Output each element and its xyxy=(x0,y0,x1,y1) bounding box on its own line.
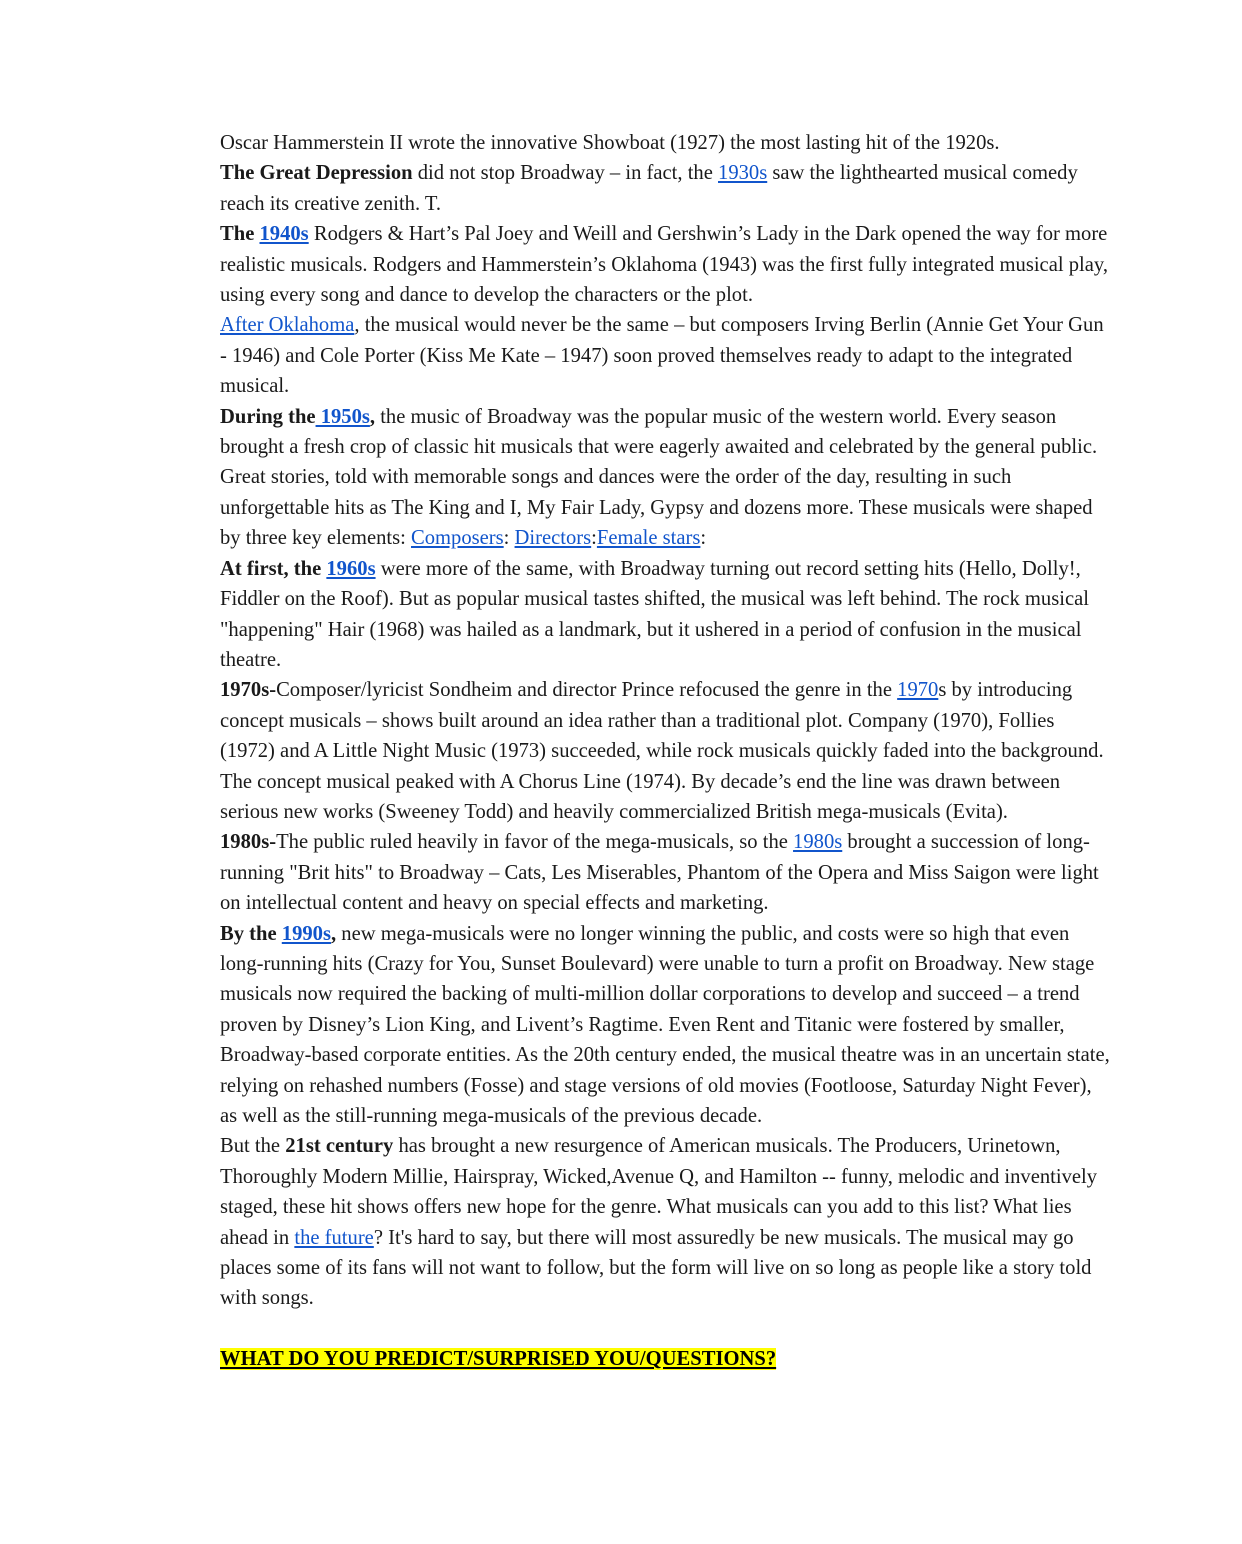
1990s-text: new mega-musicals were no longer winning the public, and costs were so high that even long-running hits (Crazy for You, Sunset Boulevard) were unable to turn a profit on Broadway. New stage musicals now required the backing of multi-million dollar corporations to develop and succeed – a trend proven by Disney’s Lion King, and Livent’s Ragtime. Even Rent and Titanic were fostered by smaller, Broadway-based corporate entities. As the 20th century ended, the musical theatre was in an uncertain state, relying on rehashed numbers (Fosse) and stage versions of old movies (Footloose, Saturday Night Fever), as well as the still-running mega-musicals of the previous decade. xyxy=(220,922,1110,1127)
21st-century-lead: But the xyxy=(220,1135,286,1158)
link-after-oklahoma[interactable]: After Oklahoma xyxy=(220,314,355,337)
1990s-heading xyxy=(220,923,336,945)
link-1960s[interactable]: 1960s xyxy=(326,557,376,580)
after-oklahoma-text: , the musical would never be the same – but composers Irving Berlin (Annie Get Your Gun - 1946) and Cole Porter (Kiss Me Kate – 1947) soon proved themselves ready to adapt to the integrated musical. xyxy=(220,314,1104,398)
link-composers[interactable]: Composers xyxy=(411,527,504,550)
1990s-heading-comma: , xyxy=(330,922,337,945)
1950s-heading-comma: , xyxy=(369,405,376,428)
paragraph-showboat xyxy=(220,128,1110,158)
paragraph-1940s xyxy=(220,219,1110,310)
1960s-text: were more of the same, with Broadway turning out record setting hits (Hello, Dolly!, Fiddler on the Roof). But as popular musical tastes shifted, the musical was left behind. The rock musical "happening" Hair (1968) was hailed as a landmark, but it ushered in a period of confusion in the musical theatre. xyxy=(220,557,1089,671)
paragraph-1960s xyxy=(220,554,1110,676)
paragraph-1980s xyxy=(220,827,1110,918)
link-1940s[interactable]: 1940s xyxy=(259,223,309,246)
1970s-text-a: Composer/lyricist Sondheim and director Prince refocused the genre in the xyxy=(276,679,898,702)
paragraph-1990s xyxy=(220,919,1110,1132)
link-1990s[interactable]: 1990s xyxy=(281,922,331,945)
showboat-text: Oscar Hammerstein II wrote the innovative Showboat (1927) the most lasting hit of the 1920s. xyxy=(220,132,1000,154)
1970s-text-b: s by introducing concept musicals – shows built around an idea rather than a traditional plot. Company (1970), Follies (1972) and A Little Night Music (1973) succeeded, while rock musicals quickly faded into the background. The concept musical peaked with A Chorus Line (1974). By decade’s end the line was drawn between serious new works (Sweeney Todd) and heavily commercialized British mega-musicals (Evita). xyxy=(220,679,1104,823)
1930s-text-b: saw the lighthearted musical comedy reach its creative zenith. T. xyxy=(220,162,1078,215)
1980s-heading: 1980s- xyxy=(220,831,277,854)
1990s-heading-text: By the xyxy=(220,922,282,945)
1950s-heading-text: During the xyxy=(220,405,316,428)
1980s-text-a: The public ruled heavily in favor of the mega-musicals, so the xyxy=(276,831,794,854)
paragraph-prompt xyxy=(220,1344,1110,1374)
1940s-heading-text: The xyxy=(220,223,260,246)
paragraph-1950s xyxy=(220,402,1110,554)
link-female-stars[interactable]: Female stars xyxy=(596,527,701,550)
1940s-text: Rodgers & Hart’s Pal Joey and Weill and Gershwin’s Lady in the Dark opened the way for more realistic musicals. Rodgers and Hammerstein’s Oklahoma (1943) was the first fully integrated musical play, using every song and dance to develop the characters or the plot. xyxy=(220,223,1108,307)
21st-century-heading: 21st century xyxy=(285,1135,394,1158)
document-body xyxy=(220,128,1110,1375)
link-1980s[interactable]: 1980s xyxy=(793,831,843,854)
paragraph-1930s xyxy=(220,158,1110,219)
1970s-heading: 1970s- xyxy=(220,679,277,702)
great-depression-heading: The Great Depression xyxy=(220,162,413,185)
1960s-heading-text: At first, the xyxy=(220,557,327,580)
1960s-heading xyxy=(220,558,376,580)
link-directors[interactable]: Directors xyxy=(514,527,592,550)
separator-2: : xyxy=(591,527,597,550)
1940s-heading xyxy=(220,223,309,245)
1930s-text-a: did not stop Broadway – in fact, the xyxy=(412,162,719,185)
paragraph-21st-century xyxy=(220,1131,1110,1313)
link-1930s[interactable]: 1930s xyxy=(718,162,768,185)
link-the-future[interactable]: the future xyxy=(294,1226,374,1249)
1980s-text-b: brought a succession of long-running "Brit hits" to Broadway – Cats, Les Miserables, Phantom of the Opera and Miss Saigon were light on intellectual content and heavy on special effects and marketing. xyxy=(220,831,1099,915)
separator-3: : xyxy=(700,527,707,550)
separator-1: : xyxy=(503,527,515,550)
link-1950s[interactable]: 1950s xyxy=(315,405,370,428)
highlighted-prompt: WHAT DO YOU PREDICT/SURPRISED YOU/QUESTIONS? xyxy=(220,1348,777,1371)
link-1970s[interactable]: 1970 xyxy=(897,679,939,702)
1950s-heading xyxy=(220,406,375,428)
21st-century-text-a: has brought a new resurgence of American musicals. The Producers, Urinetown, Thoroughly Modern Millie, Hairspray, Wicked,Avenue Q, and Hamilton -- funny, melodic and inventively staged, these hit shows offers new hope for the genre. What musicals can you add to this list? What lies ahead in xyxy=(220,1135,1098,1249)
blank-line xyxy=(220,1314,1110,1344)
paragraph-1970s xyxy=(220,675,1110,827)
1950s-text: the music of Broadway was the popular music of the western world. Every season brought a fresh crop of classic hit musicals that were eagerly awaited and celebrated by the general public. Great stories, told with memorable songs and dances were the order of the day, resulting in such unforgettable hits as The King and I, My Fair Lady, Gypsy and dozens more. These musicals were shaped by three key elements: xyxy=(220,405,1098,550)
21st-century-text-b: ? It's hard to say, but there will most assuredly be new musicals. The musical may go places some of its fans will not want to follow, but the form will live on so long as people like a story told with songs. xyxy=(220,1226,1092,1310)
paragraph-after-oklahoma xyxy=(220,310,1110,401)
